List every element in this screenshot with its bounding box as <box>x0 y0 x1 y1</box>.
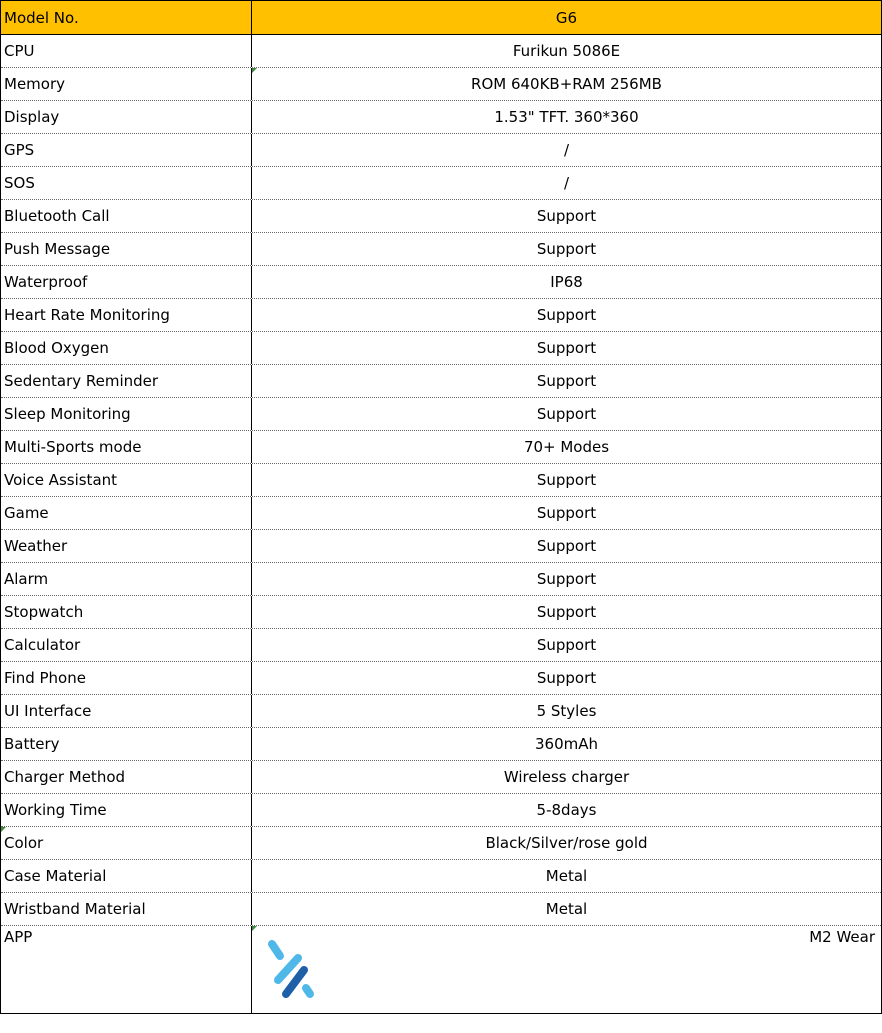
row-label: Alarm <box>1 563 252 595</box>
table-row <box>1 398 881 431</box>
row-label: CPU <box>1 35 252 67</box>
table-row-app <box>1 926 881 1014</box>
table-row <box>1 860 881 893</box>
table-row <box>1 893 881 926</box>
table-row <box>1 662 881 695</box>
row-value: Support <box>536 306 597 324</box>
row-label: GPS <box>1 134 252 166</box>
row-label: UI Interface <box>1 695 252 727</box>
row-label: Calculator <box>1 629 252 661</box>
row-label: Case Material <box>1 860 252 892</box>
row-label: Heart Rate Monitoring <box>1 299 252 331</box>
row-value: Metal <box>545 900 588 918</box>
row-label: Color <box>1 827 252 859</box>
app-value-cell <box>252 926 881 1013</box>
row-value: Support <box>536 207 597 225</box>
header-value-cell: G6 <box>555 8 578 27</box>
row-value: 5-8days <box>536 801 597 819</box>
row-value: Support <box>536 570 597 588</box>
row-value: Support <box>536 504 597 522</box>
table-row <box>1 794 881 827</box>
row-value: Furikun 5086E <box>512 42 621 60</box>
row-label: SOS <box>1 167 252 199</box>
cell-marker-icon <box>252 926 257 931</box>
row-label: Sleep Monitoring <box>1 398 252 430</box>
row-value: 70+ Modes <box>523 438 610 456</box>
row-value: / <box>563 174 570 192</box>
row-value: 1.53" TFT. 360*360 <box>494 108 639 126</box>
table-row <box>1 266 881 299</box>
row-value: Wireless charger <box>503 768 630 786</box>
table-row <box>1 299 881 332</box>
table-row <box>1 200 881 233</box>
row-value: 360mAh <box>534 735 598 753</box>
row-label: Find Phone <box>1 662 252 694</box>
row-value: Support <box>536 669 597 687</box>
row-value: Support <box>536 405 597 423</box>
row-label: Battery <box>1 728 252 760</box>
row-label: Charger Method <box>1 761 252 793</box>
row-label: Multi-Sports mode <box>1 431 252 463</box>
table-row <box>1 695 881 728</box>
row-label: Wristband Material <box>1 893 252 925</box>
cell-marker-icon <box>1 827 6 832</box>
spec-rows <box>1 35 881 926</box>
row-value: Support <box>536 537 597 555</box>
table-row <box>1 35 881 68</box>
row-value: IP68 <box>550 273 583 291</box>
row-value: Support <box>536 603 597 621</box>
row-value: 5 Styles <box>536 702 597 720</box>
table-row <box>1 134 881 167</box>
table-row <box>1 431 881 464</box>
table-row <box>1 629 881 662</box>
table-row <box>1 101 881 134</box>
row-label: Bluetooth Call <box>1 200 252 232</box>
table-row <box>1 530 881 563</box>
row-label: Weather <box>1 530 252 562</box>
row-value: Support <box>536 636 597 654</box>
table-row <box>1 497 881 530</box>
table-row <box>1 167 881 200</box>
table-row <box>1 68 881 101</box>
row-label: Display <box>1 101 252 133</box>
row-label: Memory <box>1 68 252 100</box>
row-value: Support <box>536 339 597 357</box>
row-label: Working Time <box>1 794 252 826</box>
row-label: Stopwatch <box>1 596 252 628</box>
table-row <box>1 761 881 794</box>
row-label: Blood Oxygen <box>1 332 252 364</box>
row-label: Sedentary Reminder <box>1 365 252 397</box>
row-label: Push Message <box>1 233 252 265</box>
row-value: ROM 640KB+RAM 256MB <box>252 68 881 100</box>
table-row <box>1 365 881 398</box>
row-label: Waterproof <box>1 266 252 298</box>
table-row <box>1 464 881 497</box>
app-label-cell: APP <box>1 926 252 1013</box>
row-value: / <box>563 141 570 159</box>
table-header-row <box>1 1 881 35</box>
table-row <box>1 332 881 365</box>
row-label: Voice Assistant <box>1 464 252 496</box>
row-value: Metal <box>545 867 588 885</box>
table-row <box>1 563 881 596</box>
m2-wear-app-logo-icon <box>266 938 316 1002</box>
row-value: Support <box>536 471 597 489</box>
header-label-cell: Model No. <box>1 1 252 34</box>
row-value: Support <box>536 240 597 258</box>
table-row <box>1 728 881 761</box>
row-value: Black/Silver/rose gold <box>485 834 648 852</box>
row-label: Game <box>1 497 252 529</box>
table-row <box>1 827 881 860</box>
cell-marker-icon <box>252 68 257 73</box>
table-row <box>1 233 881 266</box>
app-name: M2 Wear <box>809 928 875 946</box>
row-value: Support <box>536 372 597 390</box>
table-row <box>1 596 881 629</box>
